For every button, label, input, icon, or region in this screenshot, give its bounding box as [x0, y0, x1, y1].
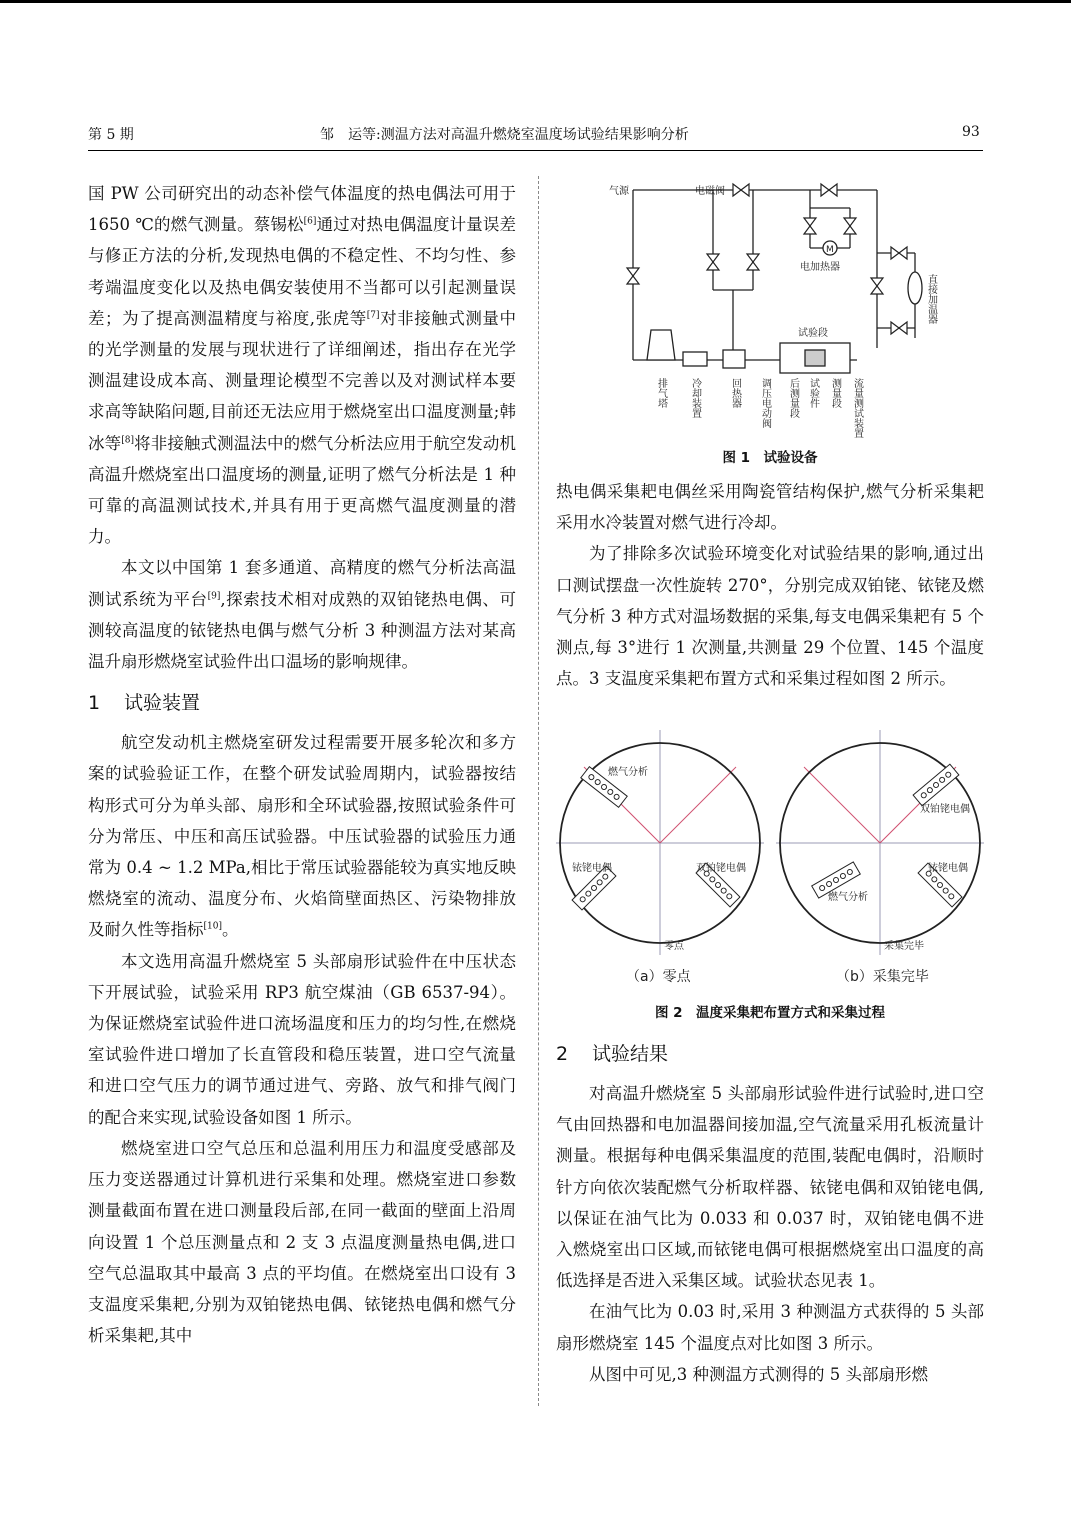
label-electric-heater: 电加热器 — [800, 262, 840, 273]
fig2b-pt-label: 双铂铑电偶 — [920, 804, 970, 815]
label-rear-measure: 后测量段 — [787, 378, 799, 418]
paragraph: 在油气比为 0.03 时,采用 3 种测温方式获得的 5 头部扇形燃烧室 145 个温度点对比如图 3 所示。 — [556, 1302, 984, 1353]
text: 航空发动机主燃烧室研发过程需要开展多轮次和多方案的试验验证工作，在整个研发试验周期内，试验器按结构形式可分为单头部、扇形和全环试验器,按照试验条件可分为常压、中压和高压试验器。中压试验器的试验压力通常为 0.4 ~ 1.2 MPa,相比于常压试验器能较为真实地反映燃烧室的流动、温度分布、火焰筒壁面热区、污染物排放及耐久性等指标 — [88, 733, 516, 940]
figure-2-diagram — [556, 725, 984, 990]
left-column — [88, 178, 516, 1351]
right-column — [556, 476, 984, 694]
citation: [9] — [207, 591, 221, 602]
text: 国 PW 公司研究出的动态补偿气体温度的热电偶法可用于 1650 ℃的燃气测量。蔡锡松 — [88, 184, 516, 235]
fig2b-subcaption: （b）采集完毕 — [836, 969, 929, 985]
paragraph: 本文选用高温升燃烧室 5 头部扇形试验件在中压状态下开展试验，试验采用 RP3 航空煤油（GB 6537-94）。为保证燃烧室试验件进口流场温度和压力的均匀性,在燃烧室试验件进口增加了长直管段和稳压装置，进口空气流量和进口空气压力的调节通过进气、旁路、放气和排气阀门的配合来实现,试验设备如图 1 所示。 — [88, 951, 516, 1127]
section-heading — [556, 1036, 984, 1072]
paragraph: 对高温升燃烧室 5 头部扇形试验件进行试验时,进口空气由回热器和电加温器间接加温,空气流量采用孔板流量计测量。根据每种电偶采集温度的范围,装配电偶时，沿顺时针方向依次装配燃气分析取样器、铱铑电偶和双铂铑电偶,以保证在油气比为 0.033 和 0.037 时，双铂铑电偶不进入燃烧室出口区域,而铱铑电偶可根据燃烧室出口温度的高低选择是否进入采集区域。试验状态见表 1。 — [556, 1084, 984, 1291]
fig2a-subcaption: （a）零点 — [626, 969, 691, 985]
text: 对非接触式测量中的光学测量的发展与现状进行了详细阐述，指出存在光学测温建设成本高、测量理论模型不完善以及对测试样本要求高等缺陷问题,目前还无法应用于燃烧室出口温度测量;韩冰等 — [88, 308, 516, 453]
section-title: 试验装置 — [124, 692, 201, 715]
paragraph: 热电偶采集耙电偶丝采用陶瓷管结构保护,燃气分析采集耙采用水冷装置对燃气进行冷却。 — [556, 482, 984, 533]
fig2a-gas-label: 燃气分析 — [608, 767, 648, 778]
header-rule — [88, 150, 983, 151]
fig2b-done-label: 采集完毕 — [884, 941, 924, 952]
section-number: 2 — [556, 1043, 569, 1065]
citation: [8] — [121, 435, 134, 446]
citation: [10] — [203, 921, 222, 932]
figure-1-diagram — [595, 178, 945, 448]
citation: [6] — [303, 216, 317, 227]
fig2a-pt-label: 双铂铑电偶 — [696, 863, 746, 874]
paragraph: 燃烧室进口空气总压和总温利用压力和温度受感部及压力变送器通过计算机进行采集和处理。燃烧室进口参数测量截面布置在进口测量段后部,在同一截面的壁面上沿周向设置 1 个总压测量点和 2 支 3 点温度测量热电偶,进口空气总温取其中最高 3 点的平均值。在燃烧室出口设有 3 支温度采集耙,分别为双铂铑热电偶、铱铑热电偶和燃气分析采集耙,其中 — [88, 1138, 516, 1346]
label-cooling: 冷却装置 — [689, 378, 701, 418]
label-exhaust-tower: 排气塔 — [655, 378, 667, 408]
paragraph — [88, 178, 516, 552]
label-solenoid: 电磁阀 — [695, 186, 725, 197]
column-divider — [538, 176, 539, 1406]
text: 本文以中国第 1 套多通道、高精度的燃气分析法高温测试系统为平台 — [88, 558, 516, 609]
fig2b-gas-label: 燃气分析 — [828, 892, 868, 903]
page-number: 93 — [962, 124, 980, 140]
label-flow-measure: 流量测试装置 — [851, 378, 863, 438]
running-title: 邹 运等:测温方法对高温升燃烧室温度场试验结果影响分析 — [320, 127, 689, 143]
citation: [7] — [366, 310, 380, 321]
fig2a-ir-label: 铱铑电偶 — [572, 863, 612, 874]
label-gas-source: 气源 — [609, 186, 629, 197]
paragraph — [88, 552, 516, 677]
text: 通过对热电偶温度计量误差与修正方法的分析,发现热电偶的不稳定性、不均匀性、参考端温度变化以及热电偶安装使用不当都可以引起测量误差；为了提高测温精度与裕度,张虎等 — [88, 215, 516, 328]
label-measure-section: 测量段 — [829, 378, 841, 408]
paragraph: 为了排除多次试验环境变化对试验结果的影响,通过出口测试摆盘一次性旋转 270°，分别完成双铂铑、铱铑及燃气分析 3 种方式对温场数据的采集,每支电偶采集耙有 5 个测点,每 3°进行 1 次测量,共测量 29 个位置、145 个温度点。3 支温度采集耙布置方式和采集过程如图 2 所示。 — [556, 544, 984, 689]
label-direct-heater: 直接加温器 — [925, 274, 937, 324]
text: ,探索技术相对成熟的双铂铑热电偶、可测较高温度的铱铑热电偶与燃气分析 3 种测温方法对某高温升扇形燃烧室试验件出口温场的影响规律。 — [88, 589, 517, 672]
section-heading — [88, 685, 516, 721]
label-test-piece: 试验件 — [807, 378, 819, 408]
label-regulator-valve: 调压电动阀 — [759, 378, 771, 428]
figure-1-caption: 图 1 试验设备 — [722, 450, 818, 466]
right-column-lower — [556, 1036, 984, 1390]
label-motor: M — [826, 245, 834, 255]
section-title: 试验结果 — [592, 1043, 669, 1065]
text: 将非接触式测温法中的燃气分析法应用于航空发动机高温升燃烧室出口温度场的测量,证明了燃气分析法是 1 种可靠的高温测试技术,并具有用于更高燃气温度测量的潜力。 — [88, 433, 517, 547]
section-number: 1 — [88, 692, 101, 715]
paragraph — [88, 727, 516, 945]
paragraph: 从图中可见,3 种测温方式测得的 5 头部扇形燃 — [589, 1364, 928, 1384]
fig2a-zero-label: 零点 — [664, 941, 684, 952]
label-test-section: 试验段 — [798, 328, 828, 339]
text: 。 — [221, 920, 239, 940]
figure-2-caption: 图 2 温度采集耙布置方式和采集过程 — [654, 1005, 886, 1021]
label-regenerator: 回热器 — [729, 378, 741, 408]
fig2b-ir-label: 铱铑电偶 — [928, 863, 968, 874]
issue-number: 第 5 期 — [88, 127, 134, 143]
top-border — [0, 0, 1071, 3]
